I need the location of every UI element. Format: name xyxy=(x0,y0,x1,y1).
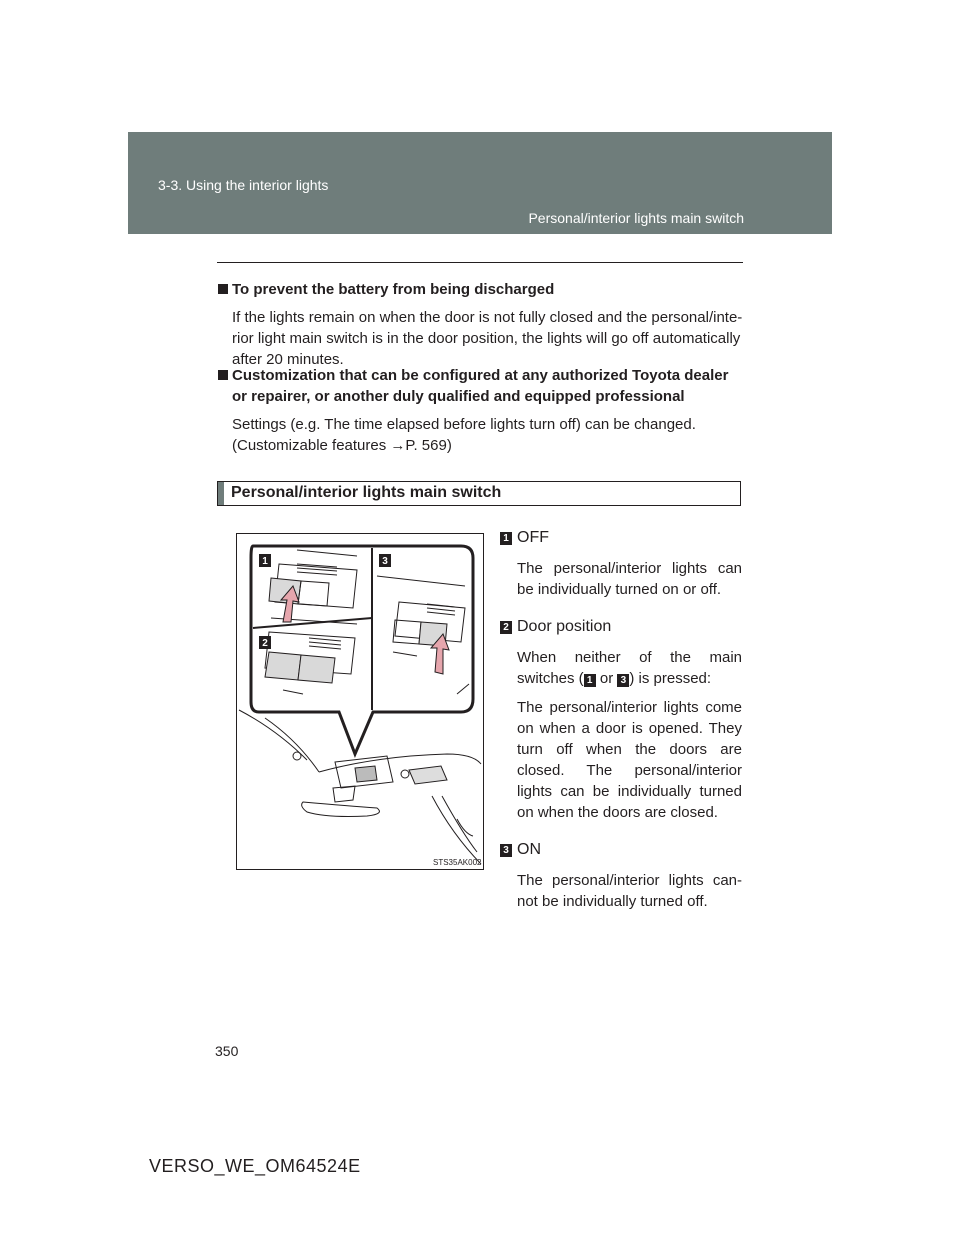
figure-label-2: 2 xyxy=(262,638,268,649)
heading-accent xyxy=(218,482,224,505)
item-number-badge: 2 xyxy=(500,621,512,634)
intro-text: ) is pressed: xyxy=(629,670,712,687)
subsection-label: Personal/interior lights main switch xyxy=(528,210,744,226)
note-customization xyxy=(217,365,743,456)
intro-text: or xyxy=(595,670,618,687)
note-line: rior light main switch is in the door position, the lights will go off automatically xyxy=(232,330,741,347)
section-heading xyxy=(217,481,741,506)
page-number: 350 xyxy=(215,1043,239,1059)
document-code: VERSO_WE_OM64524E xyxy=(149,1156,361,1176)
item-title: ON xyxy=(517,841,541,858)
item-off xyxy=(500,527,742,548)
item-intro xyxy=(517,647,742,689)
switch-illustration xyxy=(236,533,484,870)
item-title: Door position xyxy=(517,618,612,635)
item-description: The personal/interior lights come on when a door is opened. They turn off when the doors are closed. The personal/interior lights can be individually turned on when the doors are closed. xyxy=(517,699,742,821)
switch-positions xyxy=(500,527,742,912)
item-title: OFF xyxy=(517,529,549,546)
item-description: The personal/interior lights can be individually turned on or off. xyxy=(517,560,742,598)
section-title: Personal/interior lights main switch xyxy=(231,484,502,501)
page-header xyxy=(128,132,832,234)
switch-drawing xyxy=(237,534,483,869)
item-number-badge: 1 xyxy=(500,532,512,545)
note-line: (Customizable features →P. 569) xyxy=(232,437,452,454)
note-line: If the lights remain on when the door is not fully closed and the personal/inte- xyxy=(232,309,743,326)
item-on xyxy=(500,839,742,860)
note-title-line: Customization that can be configured at any authorized Toyota dealer xyxy=(232,367,729,384)
note-title xyxy=(217,365,743,407)
note-line: after 20 minutes. xyxy=(232,351,344,368)
section-label: 3-3. Using the interior lights xyxy=(158,177,329,193)
item-description: The personal/interior lights can-not be individually turned off. xyxy=(517,872,742,910)
figure-label-3: 3 xyxy=(382,556,388,567)
figure-code: STS35AK002 xyxy=(433,858,482,867)
ref-badge-3: 3 xyxy=(617,674,629,687)
note-title-line: or repairer, or another duly qualified and equipped professional xyxy=(232,388,685,405)
item-number-badge: 3 xyxy=(500,844,512,857)
figure-label-1: 1 xyxy=(262,556,268,567)
divider xyxy=(217,262,743,263)
ref-badge-1: 1 xyxy=(584,674,596,687)
intro-text: When neither of the main switches ( xyxy=(517,649,742,687)
note-battery xyxy=(217,279,743,370)
note-title: To prevent the battery from being discharged xyxy=(217,279,743,300)
item-door-position xyxy=(500,616,742,637)
note-line: Settings (e.g. The time elapsed before lights turn off) can be changed. xyxy=(232,416,696,433)
